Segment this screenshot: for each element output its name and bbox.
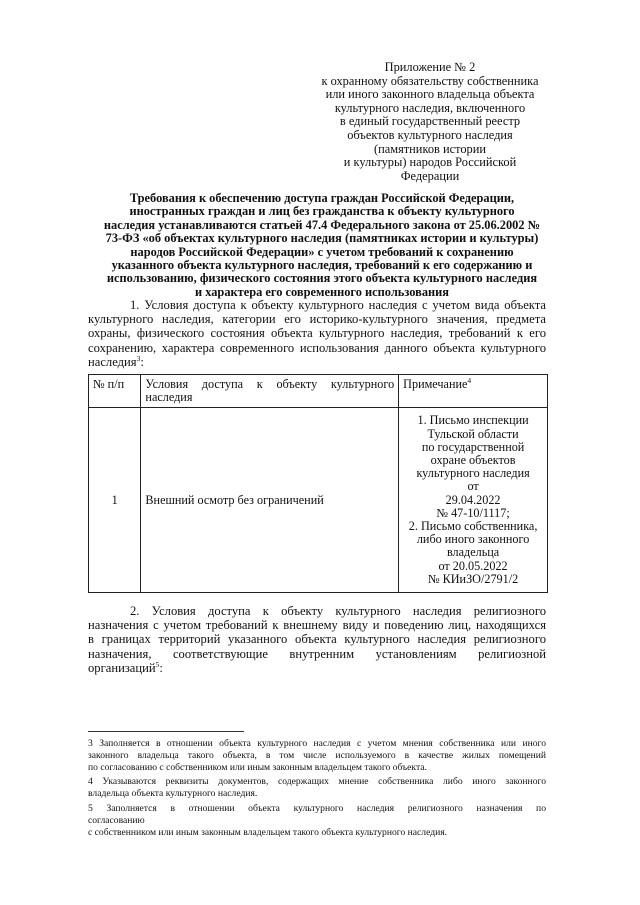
table-row xyxy=(89,408,548,593)
title-line: и характера его современного использования xyxy=(194,284,450,299)
table-header-row xyxy=(89,375,548,408)
paragraph-line: 2. Условия доступа к объекту культурного наследия религиозного xyxy=(130,604,546,618)
paragraph-line: в границах территорий указанного объекта культурного наследия религиозного xyxy=(88,632,546,647)
note-line: 2. Письмо собственника, xyxy=(408,519,538,534)
footnote-separator xyxy=(88,731,244,732)
document-title xyxy=(84,192,560,299)
appendix-line: объектов культурного наследия xyxy=(347,127,513,142)
note-line: культурного наследия xyxy=(416,466,530,481)
note-line: 29.04.2022 xyxy=(445,492,501,507)
note-line: Тульской области xyxy=(427,426,519,441)
title-line: указанного объекта культурного наследия, требований к его содержанию и xyxy=(111,258,533,273)
footnote-5-line: с собственником или иным законным владельцем такого объекта культурного наследия. xyxy=(88,826,448,838)
title-line: использованию, физического состояния этого объекта культурного наследия xyxy=(106,271,538,286)
row-conditions: Внешний осмотр без ограничений xyxy=(141,408,399,593)
paragraph-line: 1. Условия доступа к объекту культурного наследия с учетом вида объекта xyxy=(130,298,546,312)
title-line: народов Российской Федерации» с учетом требований к сохранению xyxy=(130,244,514,259)
note-line: № КИиЗО/2791/2 xyxy=(427,571,519,586)
appendix-line: (памятников истории xyxy=(373,141,487,156)
title-line: наследия устанавливаются статьей 47.4 Федерального закона от 25.06.2002 № xyxy=(103,217,541,232)
note-line: от xyxy=(467,479,479,494)
paragraph-last-line xyxy=(88,355,546,369)
footnote-5-line: 5 Заполняется в отношении объекта культурного наследия религиозного назначения по xyxy=(88,802,546,814)
footnote-ref: 3 xyxy=(136,353,141,363)
paragraph-text: : xyxy=(140,354,144,369)
footnotes xyxy=(88,738,546,838)
footnote-4-line: 4 Указываются реквизиты документов, содержащих мнение собственника либо иного законного xyxy=(88,776,546,788)
footnote-3-line: по согласованию с собственником или иным законным владельцем такого объекта. xyxy=(88,761,427,773)
note-line: от 20.05.2022 xyxy=(438,558,508,573)
row-notes xyxy=(399,408,548,593)
appendix-line: или иного законного владельца объекта xyxy=(325,87,535,102)
paragraph-text: организаций xyxy=(88,660,156,675)
paragraph-line: сохранению, характера современного использования данного объекта культурного xyxy=(88,340,546,355)
paragraph-line: назначения с учетом требований к внешнему виду и поведению лиц, находящихся xyxy=(88,618,546,633)
paragraph-last-line xyxy=(88,661,546,675)
paragraph-line: назначения, соответствующие внутренним установлениям религиозной xyxy=(88,646,546,661)
note-line: владельца xyxy=(446,545,500,560)
note-line: по государственной xyxy=(421,439,525,454)
header-note xyxy=(399,375,548,408)
footnote-4-line: владельца объекта культурного наследия. xyxy=(88,788,258,800)
note-line: охране объектов xyxy=(430,453,516,468)
footnote-ref: 4 xyxy=(467,375,472,385)
paragraph-line: культурного наследия, категории его историко-культурного значения, предмета xyxy=(88,312,546,327)
title-line: 73-ФЗ «об объектах культурного наследия (памятниках истории и культуры) xyxy=(105,231,539,246)
appendix-line: к охранному обязательству собственника xyxy=(321,73,539,88)
paragraph-text: : xyxy=(159,660,163,675)
section-1-paragraph xyxy=(88,298,546,369)
note-line: либо иного законного xyxy=(416,532,530,547)
section-2-paragraph xyxy=(88,604,546,675)
appendix-line: в единый государственный реестр xyxy=(339,114,521,129)
title-line: иностранных граждан и лиц без гражданства к объекту культурного xyxy=(129,204,515,219)
header-conditions: Условия доступа к объекту культурного наследия xyxy=(141,375,399,408)
appendix-line: культурного наследия, включенного xyxy=(334,100,526,115)
appendix-line: Федерации xyxy=(400,168,460,183)
header-note-text: Примечание xyxy=(403,377,468,391)
note-line: № 47-10/1117; xyxy=(436,505,510,520)
paragraph-text: наследия xyxy=(88,354,137,369)
paragraph-line: охраны, физического состояния объекта культурного наследия, требований к его xyxy=(88,326,546,341)
footnote-3-line: 3 Заполняется в отношении объекта культурного наследия с учетом мнения собственника или иного xyxy=(88,738,546,749)
header-num: № п/п xyxy=(89,375,141,408)
appendix-header xyxy=(300,61,560,183)
note-line: 1. Письмо инспекции xyxy=(417,413,529,428)
appendix-line: и культуры) народов Российской xyxy=(343,155,517,170)
footnote-5-line: согласованию xyxy=(88,814,145,826)
title-line: Требования к обеспечению доступа граждан Российской Федерации, xyxy=(129,191,515,205)
requirements-table xyxy=(88,374,548,593)
footnote-ref: 5 xyxy=(155,659,160,669)
appendix-line: Приложение № 2 xyxy=(384,60,476,74)
footnote-3-line: законного владельца такого объекта, в том числе используемого в качестве жилых помещений xyxy=(88,749,546,761)
row-num: 1 xyxy=(89,408,141,593)
